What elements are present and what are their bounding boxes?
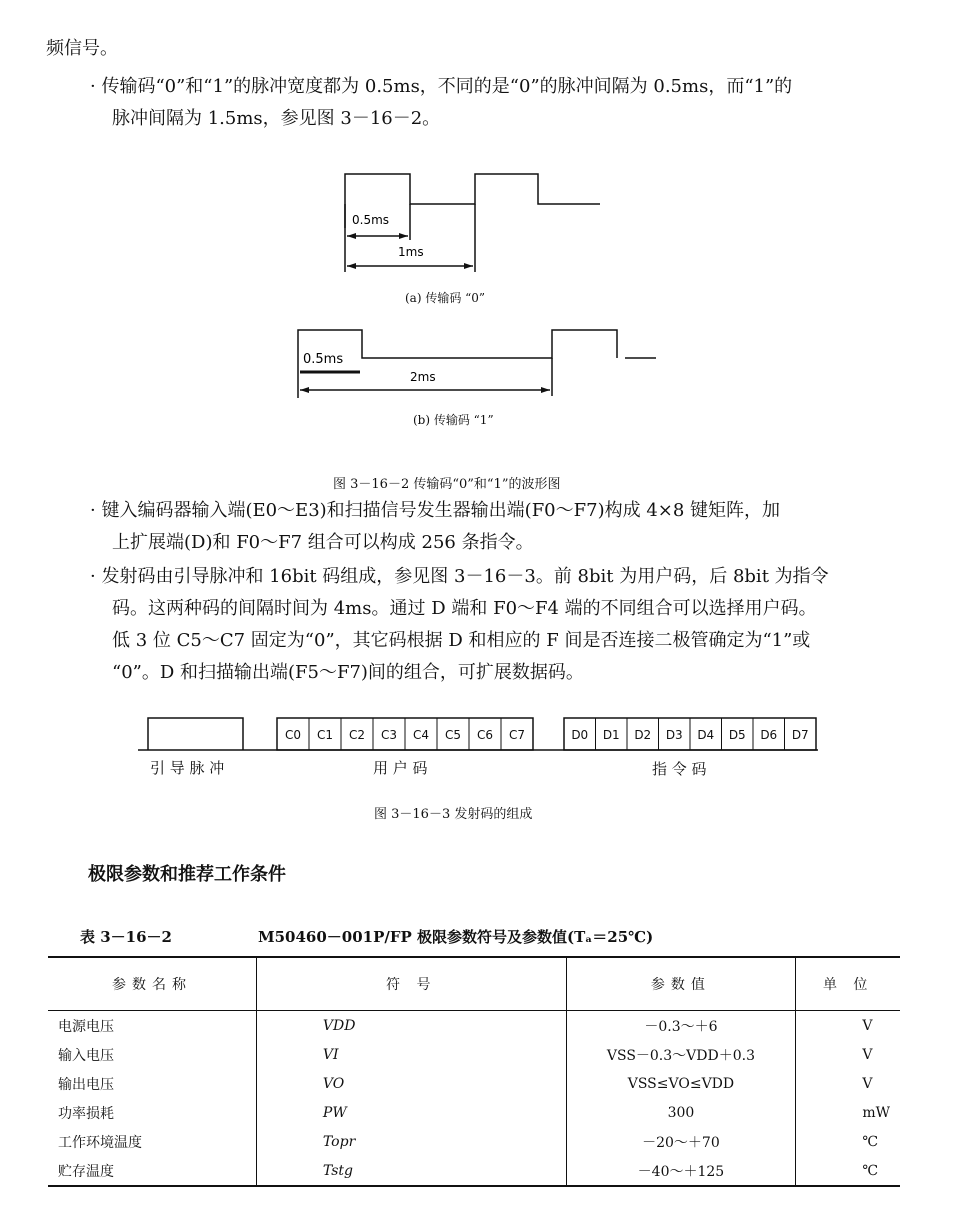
table-row [48, 1156, 900, 1186]
user-code-cell-c0: C0 [284, 728, 302, 742]
cell-unit: V [796, 1011, 900, 1041]
frame-figure [0, 710, 960, 790]
cell-name: 工作环境温度 [58, 1134, 142, 1151]
cell-value: VSS≤VO≤VDD [566, 1069, 796, 1098]
cell-unit: ℃ [796, 1127, 900, 1156]
section-heading: 极限参数和推荐工作条件 [88, 864, 286, 885]
label-user-code: 用 户 码 [373, 759, 428, 777]
dim-arrow [399, 233, 408, 239]
cell-value: －20～＋70 [566, 1127, 796, 1156]
cell-symbol: Topr [256, 1127, 566, 1156]
dim-arrow [347, 263, 356, 269]
parameters-table [48, 956, 900, 1187]
caption-b: (b) 传输码 “1” [413, 413, 494, 427]
command-code-cell-d0: D0 [571, 728, 589, 742]
cell-value: 300 [566, 1098, 796, 1127]
figure-3-caption: 图 3－16－3 发射码的组成 [374, 807, 533, 822]
user-code-cell-c6: C6 [476, 728, 494, 742]
label-lead-pulse: 引 导 脉 冲 [150, 759, 225, 777]
cell-name: 电源电压 [58, 1018, 114, 1035]
bullet-3-line-2: 码。这两种码的间隔时间为 4ms。通过 D 端和 F0～F4 端的不同组合可以选择用户码。 [112, 598, 817, 619]
user-code-cell-c5: C5 [444, 728, 462, 742]
user-code-cell-c4: C4 [412, 728, 430, 742]
label-b-2ms: 2ms [410, 370, 436, 384]
table-row [48, 1069, 900, 1098]
table-header-row [48, 957, 900, 1011]
label-command-code: 指 令 码 [652, 760, 707, 778]
cell-unit: V [796, 1040, 900, 1069]
header-param-name: 参数名称 [48, 957, 256, 1011]
lead-pulse [148, 718, 243, 750]
user-code-cell-c3: C3 [380, 728, 398, 742]
command-code-cell-d1: D1 [602, 728, 620, 742]
cell-symbol: PW [256, 1098, 566, 1127]
cell-symbol: Tstg [256, 1156, 566, 1186]
command-code-cell-d4: D4 [697, 728, 715, 742]
waveform-figure [0, 160, 960, 490]
bullet-1-line-2: 脉冲间隔为 1.5ms，参见图 3－16－2。 [112, 108, 441, 129]
cell-value: －40～＋125 [566, 1156, 796, 1186]
command-code-cell-d2: D2 [634, 728, 652, 742]
table-row [48, 1040, 900, 1069]
user-code-cell-c2: C2 [348, 728, 366, 742]
command-code-cell-d6: D6 [760, 728, 778, 742]
bullet-3-line-4: “0”。D 和扫描输出端(F5～F7)间的组合，可扩展数据码。 [112, 662, 584, 683]
label-a-05ms: 0.5ms [352, 213, 390, 227]
cell-symbol: VI [256, 1040, 566, 1069]
header-unit: 单 位 [796, 957, 900, 1011]
label-a-1ms: 1ms [398, 245, 424, 259]
header-symbol: 符 号 [256, 957, 566, 1011]
cell-name: 输入电压 [58, 1047, 114, 1064]
table-number: 表 3－16－2 [80, 928, 172, 946]
user-code-cell-c1: C1 [316, 728, 334, 742]
cell-name: 贮存温度 [48, 1156, 256, 1186]
header-value: 参数值 [566, 957, 796, 1011]
waveform-b-signal [298, 330, 617, 398]
caption-a: (a) 传输码 “0” [405, 291, 486, 305]
dim-arrow [541, 387, 550, 393]
table-row [48, 1127, 900, 1156]
command-code-cell-d7: D7 [791, 728, 809, 742]
cell-value: VSS－0.3～VDD＋0.3 [566, 1040, 796, 1069]
bullet-2-line-2: 上扩展端(D)和 F0～F7 组合可以构成 256 条指令。 [112, 532, 534, 553]
cell-unit: V [796, 1069, 900, 1098]
user-code-cell-c7: C7 [508, 728, 526, 742]
command-code-cell-d5: D5 [728, 728, 746, 742]
paragraph-tail: 频信号。 [46, 38, 118, 59]
dim-arrow [300, 387, 309, 393]
bullet-1-line-1: · 传输码“0”和“1”的脉冲宽度都为 0.5ms，不同的是“0”的脉冲间隔为 0.5ms，而“1”的 [90, 76, 793, 97]
table-row [48, 1011, 900, 1041]
cell-unit: mW [796, 1098, 900, 1127]
bullet-3-line-1: · 发射码由引导脉冲和 16bit 码组成，参见图 3－16－3。前 8bit 为用户码，后 8bit 为指令 [90, 566, 829, 587]
cell-unit: ℃ [796, 1156, 900, 1186]
cell-symbol: VDD [256, 1011, 566, 1041]
bullet-2-line-1: · 键入编码器输入端(E0～E3)和扫描信号发生器输出端(F0～F7)构成 4×8 键矩阵，加 [90, 500, 781, 521]
dim-arrow [464, 263, 473, 269]
label-b-05ms: 0.5ms [303, 352, 344, 367]
table-row [48, 1098, 900, 1127]
cell-name: 功率损耗 [58, 1105, 114, 1122]
cell-value: －0.3～＋6 [566, 1011, 796, 1041]
bullet-3-line-3: 低 3 位 C5～C7 固定为“0”，其它码根据 D 和相应的 F 间是否连接二极管确定为“1”或 [112, 630, 811, 651]
table-title: M50460－001P/FP 极限参数符号及参数值(Tₐ＝25℃) [258, 928, 654, 946]
cell-name: 输出电压 [58, 1076, 114, 1093]
figure-2-caption: 图 3－16－2 传输码“0”和“1”的波形图 [333, 477, 561, 492]
cell-symbol: VO [256, 1069, 566, 1098]
command-code-cell-d3: D3 [665, 728, 683, 742]
dim-arrow [347, 233, 356, 239]
